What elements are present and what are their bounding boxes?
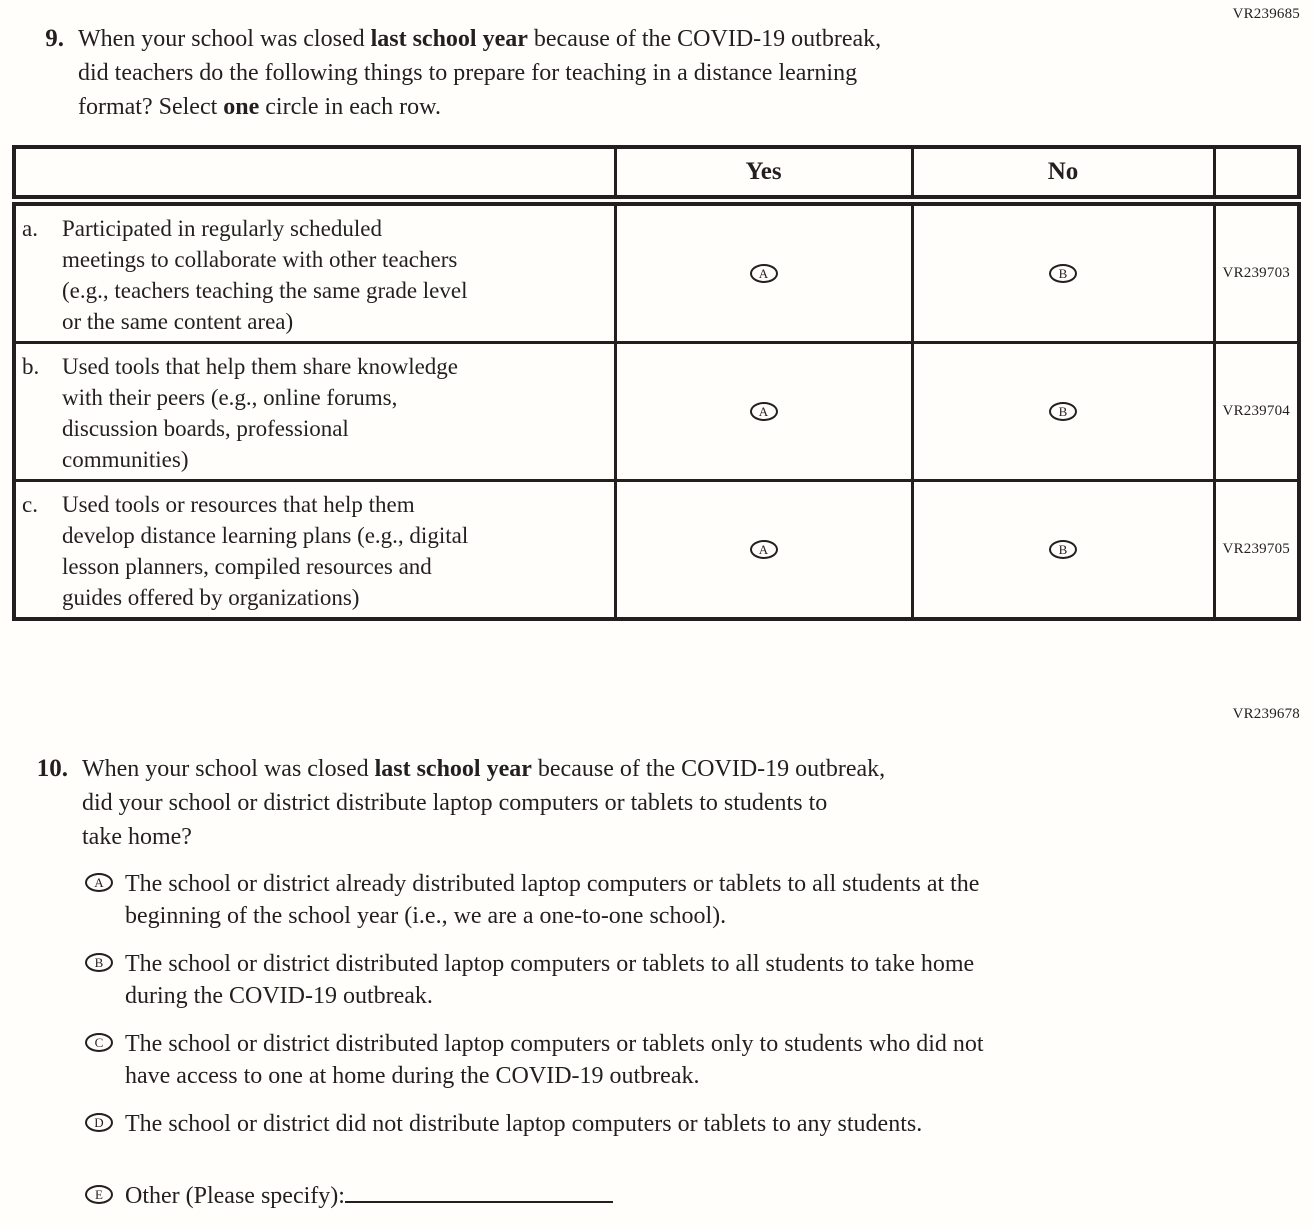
row-a-text-line-1: Participated in regularly scheduled	[62, 216, 382, 241]
row-a-text-line-4: or the same content area)	[62, 309, 294, 334]
option-a-bubble[interactable]	[85, 873, 113, 892]
vr-code-q10: VR239678	[1232, 706, 1300, 722]
question-9-line-2: did teachers do the following things to prepare for teaching in a distance learning	[78, 60, 858, 86]
row-a-no-bubble-letter: B	[1058, 266, 1068, 281]
option-c-text-line-1: The school or district distributed laptop computers or tablets only to students who did not	[125, 1031, 984, 1057]
row-a-text-line-3: (e.g., teachers teaching the same grade level	[62, 278, 468, 303]
option-e-text	[125, 1180, 1260, 1212]
row-c-text-line-2: develop distance learning plans (e.g., digital	[62, 523, 469, 548]
header-yes: Yes	[615, 147, 912, 201]
question-9-line-1	[78, 22, 881, 56]
row-a-label: a.	[22, 216, 38, 241]
question-9-line-3-bold: one	[223, 94, 260, 120]
row-c-vr-code: VR239705	[1214, 481, 1299, 620]
option-b-bubble-letter: B	[94, 955, 104, 970]
question-9-line-3-pre: format? Select	[78, 94, 224, 120]
row-c-no-cell	[912, 481, 1214, 620]
question-10-line-1-bold: last school year	[374, 756, 532, 782]
row-b-stem	[14, 343, 615, 481]
option-e-bubble-letter: E	[95, 1187, 103, 1202]
question-10-options	[85, 868, 1265, 1228]
row-a-yes-bubble[interactable]	[750, 264, 778, 283]
option-b-text	[125, 948, 1260, 1012]
option-d-bubble-letter: D	[94, 1115, 104, 1130]
other-specify-blank[interactable]	[345, 1181, 613, 1203]
row-c-label: c.	[22, 492, 38, 517]
question-9-number: 9.	[45, 25, 64, 52]
option-e	[85, 1180, 1265, 1212]
table-row-b	[14, 343, 1299, 481]
row-c-no-bubble-letter: B	[1058, 542, 1068, 557]
option-c-bubble[interactable]	[85, 1033, 113, 1052]
row-c-yes-cell	[615, 481, 912, 620]
row-a-yes-bubble-letter: A	[758, 266, 769, 281]
row-a-text	[62, 213, 468, 337]
row-c-yes-bubble[interactable]	[750, 540, 778, 559]
q9-response-table	[12, 145, 1301, 621]
question-9	[22, 22, 881, 124]
option-e-label: Other (Please specify):	[125, 1183, 345, 1209]
option-d	[85, 1108, 1265, 1140]
question-9-line-3-post: circle in each row.	[259, 94, 441, 120]
question-10-line-2: did your school or district distribute laptop computers or tablets to students to	[82, 790, 828, 816]
row-b-no-cell	[912, 343, 1214, 481]
option-b-bubble[interactable]	[85, 953, 113, 972]
row-b-yes-cell	[615, 343, 912, 481]
option-b-text-line-1: The school or district distributed laptop computers or tablets to all students to take home	[125, 951, 975, 977]
option-a-text	[125, 868, 1260, 932]
row-a-no-cell	[912, 201, 1214, 343]
option-a	[85, 868, 1265, 932]
row-c-text-line-3: lesson planners, compiled resources and	[62, 554, 432, 579]
row-c-no-bubble[interactable]	[1049, 540, 1077, 559]
question-10	[22, 752, 885, 854]
question-9-line-1-pre: When your school was closed	[78, 26, 371, 52]
row-c-text-line-4: guides offered by organizations)	[62, 585, 360, 610]
row-a-stem	[14, 201, 615, 343]
option-b	[85, 948, 1265, 1012]
row-b-text	[62, 351, 458, 475]
row-b-text-line-3: discussion boards, professional	[62, 416, 349, 441]
option-a-text-line-1: The school or district already distributed laptop computers or tablets to all students at the	[125, 871, 980, 897]
question-9-line-1-post: because of the COVID-19 outbreak,	[527, 26, 882, 52]
row-b-text-line-1: Used tools that help them share knowledge	[62, 354, 459, 379]
row-c-text-line-1: Used tools or resources that help them	[62, 492, 415, 517]
option-e-bubble[interactable]	[85, 1185, 113, 1204]
option-e-text-line-1	[125, 1180, 1260, 1212]
option-c-text	[125, 1028, 1260, 1092]
question-10-text	[82, 752, 885, 854]
row-c-yes-bubble-letter: A	[758, 542, 769, 557]
row-b-text-line-4: communities)	[62, 447, 189, 472]
question-9-text	[78, 22, 881, 124]
question-10-line-3: take home?	[82, 824, 192, 850]
row-b-yes-bubble-letter: A	[758, 404, 769, 419]
option-c-text-line-2: have access to one at home during the COVID-19 outbreak.	[125, 1063, 700, 1089]
row-b-text-line-2: with their peers (e.g., online forums,	[62, 385, 398, 410]
table-header-row	[14, 147, 1299, 201]
row-b-vr-code: VR239704	[1214, 343, 1299, 481]
row-b-yes-bubble[interactable]	[750, 402, 778, 421]
question-10-line-1-post: because of the COVID-19 outbreak,	[531, 756, 886, 782]
option-b-text-line-2: during the COVID-19 outbreak.	[125, 983, 433, 1009]
row-a-yes-cell	[615, 201, 912, 343]
option-a-bubble-letter: A	[94, 875, 104, 890]
row-a-no-bubble[interactable]	[1049, 264, 1077, 283]
question-9-line-1-bold: last school year	[370, 26, 528, 52]
table-row-c	[14, 481, 1299, 620]
question-10-line-1-pre: When your school was closed	[82, 756, 375, 782]
option-d-bubble[interactable]	[85, 1113, 113, 1132]
row-c-text	[62, 489, 468, 613]
row-b-no-bubble-letter: B	[1058, 404, 1068, 419]
row-a-text-line-2: meetings to collaborate with other teachers	[62, 247, 458, 272]
header-blank-cell	[14, 147, 615, 201]
option-d-text	[125, 1108, 1260, 1140]
question-9-line-3	[78, 90, 881, 124]
option-d-text-line-1: The school or district did not distribute laptop computers or tablets to any students.	[125, 1111, 923, 1137]
option-c	[85, 1028, 1265, 1092]
header-no: No	[912, 147, 1214, 201]
question-10-line-1	[82, 752, 885, 786]
option-a-text-line-2: beginning of the school year (i.e., we are a one-to-one school).	[125, 903, 727, 929]
row-a-vr-code: VR239703	[1214, 201, 1299, 343]
option-c-bubble-letter: C	[94, 1035, 104, 1050]
row-b-no-bubble[interactable]	[1049, 402, 1077, 421]
row-b-label: b.	[22, 354, 40, 379]
header-vr-blank-cell	[1214, 147, 1299, 201]
table-row-a	[14, 201, 1299, 343]
question-10-number: 10.	[36, 755, 68, 782]
row-c-stem	[14, 481, 615, 620]
vr-code-q9: VR239685	[1232, 6, 1300, 22]
